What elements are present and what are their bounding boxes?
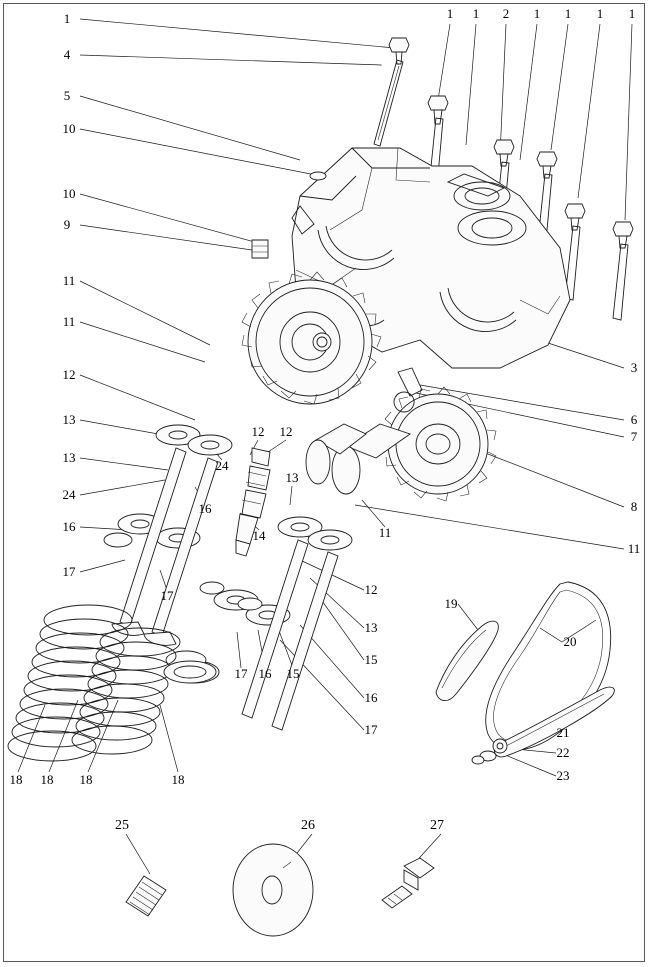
callout-26: 26: [301, 818, 315, 833]
callout-17-d: 17: [234, 666, 248, 681]
callout-13-b: 13: [62, 450, 76, 465]
coil-spring-pin: [126, 876, 166, 916]
callout-18-a: 18: [9, 772, 23, 787]
callout-13-c: 13: [285, 470, 299, 485]
callout-5: 5: [63, 88, 71, 103]
callout-1-c: 1: [472, 6, 480, 21]
callout-16-d: 16: [258, 666, 272, 681]
callout-1-g: 1: [628, 6, 636, 21]
callout-12-a: 12: [62, 367, 76, 382]
callout-12-c: 12: [279, 424, 293, 439]
callout-10-b: 10: [62, 186, 76, 201]
callout-12-d: 12: [364, 582, 378, 597]
callout-24-a: 24: [62, 487, 76, 502]
callout-13-d: 13: [364, 620, 378, 635]
callout-18-c: 18: [79, 772, 93, 787]
callout-15-a: 15: [364, 652, 378, 667]
cam-sensor-disc: [233, 844, 313, 936]
callout-3: 3: [630, 360, 638, 375]
callout-17-a: 17: [62, 564, 76, 579]
detail-parts-row: [126, 844, 434, 936]
valves: [112, 448, 338, 730]
callout-4: 4: [63, 47, 71, 62]
callout-24-b: 24: [215, 458, 229, 473]
callout-14: 14: [252, 528, 266, 543]
callout-18-b: 18: [40, 772, 54, 787]
callout-11-c: 11: [627, 541, 641, 556]
bolt-stud-1: [374, 38, 409, 146]
callout-9: 9: [63, 217, 71, 232]
callout-12-b: 12: [251, 424, 265, 439]
callout-13-a: 13: [62, 412, 76, 427]
callout-11-d: 11: [378, 525, 392, 540]
callout-18-d: 18: [171, 772, 185, 787]
callout-25: 25: [115, 818, 129, 833]
callout-16-b: 16: [198, 501, 212, 516]
callout-1-e: 1: [564, 6, 572, 21]
valve-train-assembly: [8, 425, 352, 761]
callout-16-c: 16: [364, 690, 378, 705]
callout-1: 1: [63, 11, 71, 26]
callout-7: 7: [630, 429, 638, 444]
callout-11-a: 11: [62, 273, 76, 288]
callout-6: 6: [630, 412, 638, 427]
callout-21: 21: [556, 725, 570, 740]
callout-10-a: 10: [62, 121, 76, 136]
callout-11-b: 11: [62, 314, 76, 329]
flange-bolt: [382, 858, 434, 908]
callout-19: 19: [444, 596, 458, 611]
callout-1-d: 1: [533, 6, 541, 21]
timing-chain-assembly: [436, 582, 614, 764]
callout-2: 2: [502, 6, 510, 21]
callout-1-b: 1: [446, 6, 454, 21]
callout-15-b: 15: [286, 666, 300, 681]
callout-23: 23: [556, 768, 570, 783]
callout-22: 22: [556, 745, 570, 760]
callout-17-b: 17: [160, 588, 174, 603]
callout-27: 27: [430, 818, 444, 833]
callout-17-c: 17: [364, 722, 378, 737]
callout-1-f: 1: [596, 6, 604, 21]
callout-20: 20: [563, 634, 577, 649]
callout-16-a: 16: [62, 519, 76, 534]
callout-8: 8: [630, 499, 638, 514]
